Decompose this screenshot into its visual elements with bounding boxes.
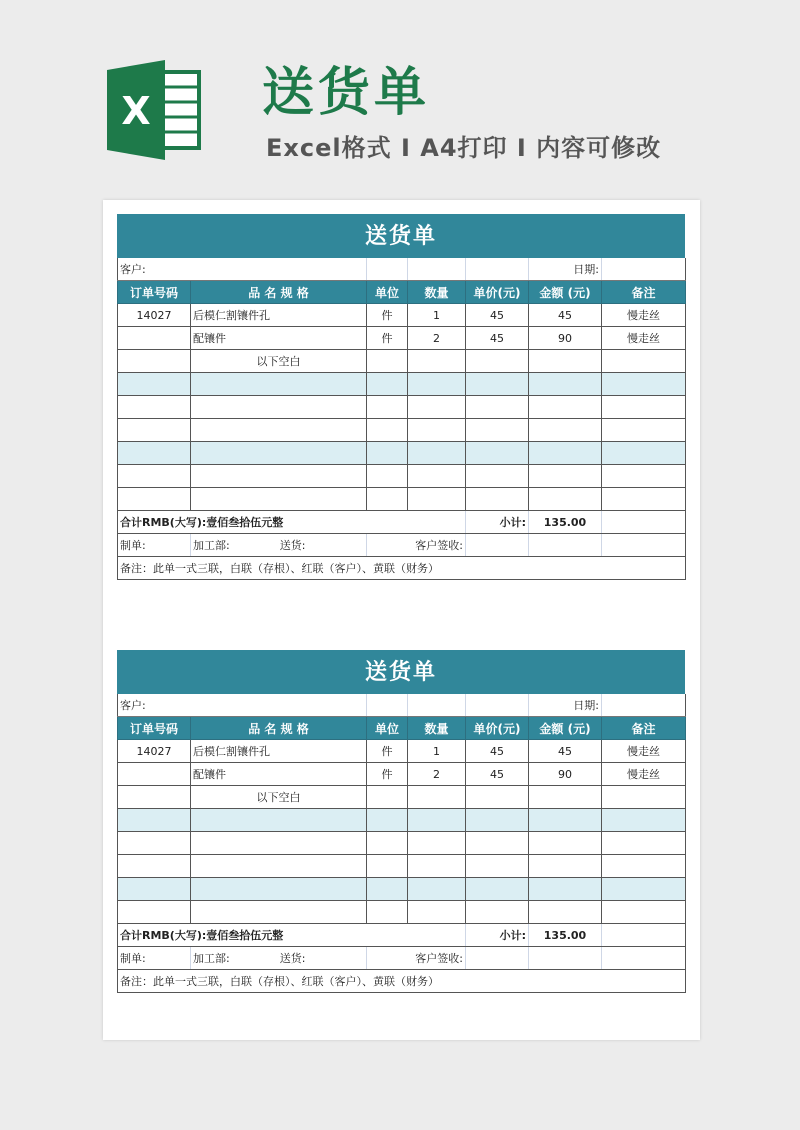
page-subtitle: Excel格式 I A4打印 I 内容可修改 (266, 134, 662, 162)
delivery-label: 送货: (279, 539, 306, 552)
column-header: 品 名 规 格 (191, 717, 367, 740)
total-amount-text: 合计RMB(大写):壹佰叁拾伍元整 (118, 924, 466, 947)
table-cell: 1 (408, 304, 466, 327)
column-header: 单位 (367, 717, 408, 740)
table-cell (529, 488, 602, 511)
table-cell: 件 (367, 304, 408, 327)
table-cell (367, 786, 408, 809)
table-cell: 慢走丝 (602, 327, 686, 350)
table-cell (408, 488, 466, 511)
column-header: 金额 (元) (529, 281, 602, 304)
table-cell: 45 (466, 304, 529, 327)
table-cell (529, 442, 602, 465)
table-cell (191, 832, 367, 855)
table-cell: 件 (367, 740, 408, 763)
table-cell (118, 488, 191, 511)
column-header: 金额 (元) (529, 717, 602, 740)
delivery-form-1 (117, 214, 685, 580)
table-cell (602, 488, 686, 511)
table-cell (118, 901, 191, 924)
subtotal-label: 小计: (466, 511, 529, 534)
table-cell (602, 832, 686, 855)
table-cell (529, 901, 602, 924)
date-label: 日期: (529, 694, 602, 717)
table-cell (191, 419, 367, 442)
table-cell (191, 488, 367, 511)
table-cell (408, 442, 466, 465)
table-cell (367, 350, 408, 373)
maker-label: 制单: (118, 534, 191, 557)
form-table (117, 694, 686, 993)
table-cell (466, 832, 529, 855)
table-row (118, 304, 686, 327)
table-header-row (118, 281, 686, 304)
table-row (118, 832, 686, 855)
table-cell (408, 855, 466, 878)
table-cell: 件 (367, 327, 408, 350)
table-cell (602, 350, 686, 373)
dept-label: 加工部: (193, 952, 230, 965)
table-cell: 45 (466, 763, 529, 786)
table-cell (602, 878, 686, 901)
table-cell (466, 488, 529, 511)
subtotal-label: 小计: (466, 924, 529, 947)
table-cell (602, 396, 686, 419)
table-cell: 1 (408, 740, 466, 763)
table-cell: 件 (367, 763, 408, 786)
excel-logo-icon (103, 60, 203, 160)
table-cell (466, 419, 529, 442)
total-amount-text: 合计RMB(大写):壹佰叁拾伍元整 (118, 511, 466, 534)
delivery-form-2 (117, 650, 685, 993)
column-header: 订单号码 (118, 281, 191, 304)
signature-row (118, 534, 686, 557)
table-cell (408, 373, 466, 396)
paper-sheet (103, 200, 700, 1040)
table-cell: 以下空白 (191, 350, 367, 373)
table-cell: 45 (529, 304, 602, 327)
column-header: 单价(元) (466, 717, 529, 740)
table-cell (118, 396, 191, 419)
table-row (118, 442, 686, 465)
table-cell (466, 901, 529, 924)
table-cell (367, 832, 408, 855)
table-cell (408, 786, 466, 809)
table-cell (529, 373, 602, 396)
table-row (118, 327, 686, 350)
total-row (118, 511, 686, 534)
date-value (602, 258, 686, 281)
table-cell (466, 855, 529, 878)
table-row (118, 809, 686, 832)
column-header: 备注 (602, 281, 686, 304)
table-cell (367, 419, 408, 442)
table-row (118, 488, 686, 511)
table-cell (118, 786, 191, 809)
table-cell (367, 396, 408, 419)
page-title: 送货单 (262, 63, 431, 123)
table-cell (529, 419, 602, 442)
note-text: 备注：此单一式三联，白联（存根）、红联（客户）、黄联（财务） (118, 970, 686, 993)
table-cell (367, 465, 408, 488)
table-row (118, 419, 686, 442)
table-cell (602, 465, 686, 488)
table-cell (118, 373, 191, 396)
column-header: 数量 (408, 281, 466, 304)
table-cell (118, 878, 191, 901)
table-cell (118, 350, 191, 373)
table-header-row (118, 717, 686, 740)
total-row (118, 924, 686, 947)
table-cell (118, 419, 191, 442)
table-cell (118, 763, 191, 786)
table-cell (529, 809, 602, 832)
table-row (118, 465, 686, 488)
table-cell (118, 442, 191, 465)
column-header: 数量 (408, 717, 466, 740)
table-cell: 45 (466, 327, 529, 350)
table-cell: 45 (529, 740, 602, 763)
column-header: 订单号码 (118, 717, 191, 740)
table-row (118, 878, 686, 901)
column-header: 单价(元) (466, 281, 529, 304)
note-row (118, 970, 686, 993)
receiver-label: 客户签收: (367, 534, 466, 557)
table-cell: 慢走丝 (602, 304, 686, 327)
table-cell (367, 855, 408, 878)
table-cell (408, 419, 466, 442)
form-banner: 送货单 (117, 650, 685, 694)
table-row (118, 396, 686, 419)
table-row (118, 373, 686, 396)
table-cell (191, 396, 367, 419)
table-cell (191, 855, 367, 878)
table-cell: 配镶件 (191, 763, 367, 786)
table-cell (408, 465, 466, 488)
table-cell (118, 465, 191, 488)
table-cell (191, 878, 367, 901)
table-cell (529, 878, 602, 901)
table-cell (408, 832, 466, 855)
note-text: 备注：此单一式三联，白联（存根）、红联（客户）、黄联（财务） (118, 557, 686, 580)
column-header: 备注 (602, 717, 686, 740)
table-cell (529, 465, 602, 488)
table-cell (466, 442, 529, 465)
table-cell (191, 442, 367, 465)
table-row (118, 763, 686, 786)
table-cell: 慢走丝 (602, 740, 686, 763)
table-cell (529, 832, 602, 855)
maker-label: 制单: (118, 947, 191, 970)
customer-row (118, 694, 686, 717)
table-cell (466, 373, 529, 396)
table-cell (602, 901, 686, 924)
table-cell (529, 786, 602, 809)
customer-label: 客户: (118, 258, 367, 281)
table-cell (408, 809, 466, 832)
form-table (117, 258, 686, 580)
table-cell (408, 878, 466, 901)
table-cell (408, 901, 466, 924)
table-cell (466, 809, 529, 832)
date-value (602, 694, 686, 717)
table-cell: 后模仁割镶件孔 (191, 740, 367, 763)
page-header (0, 0, 800, 190)
table-cell: 以下空白 (191, 786, 367, 809)
svg-text:X: X (121, 89, 151, 133)
table-cell: 45 (466, 740, 529, 763)
table-cell: 后模仁割镶件孔 (191, 304, 367, 327)
table-row (118, 901, 686, 924)
column-header: 单位 (367, 281, 408, 304)
table-cell (118, 855, 191, 878)
table-row (118, 855, 686, 878)
table-cell (191, 901, 367, 924)
table-cell (466, 878, 529, 901)
table-cell (408, 396, 466, 419)
table-cell (367, 442, 408, 465)
date-label: 日期: (529, 258, 602, 281)
table-cell (602, 419, 686, 442)
table-cell: 2 (408, 763, 466, 786)
dept-label: 加工部: (193, 539, 230, 552)
table-cell (191, 373, 367, 396)
receiver-label: 客户签收: (367, 947, 466, 970)
subtotal-value: 135.00 (529, 924, 602, 947)
table-cell (602, 809, 686, 832)
table-cell (466, 465, 529, 488)
table-cell: 慢走丝 (602, 763, 686, 786)
signature-row (118, 947, 686, 970)
table-cell (367, 878, 408, 901)
table-row (118, 350, 686, 373)
table-cell: 90 (529, 763, 602, 786)
table-cell (529, 350, 602, 373)
table-cell (408, 350, 466, 373)
column-header: 品 名 规 格 (191, 281, 367, 304)
customer-row (118, 258, 686, 281)
delivery-label: 送货: (279, 952, 306, 965)
table-cell (367, 901, 408, 924)
table-cell (191, 465, 367, 488)
table-cell (466, 396, 529, 419)
table-cell: 配镶件 (191, 327, 367, 350)
table-row (118, 786, 686, 809)
table-cell: 14027 (118, 740, 191, 763)
table-cell (367, 373, 408, 396)
table-cell: 90 (529, 327, 602, 350)
table-cell (466, 786, 529, 809)
table-cell (466, 350, 529, 373)
table-cell: 2 (408, 327, 466, 350)
customer-label: 客户: (118, 694, 367, 717)
subtotal-value: 135.00 (529, 511, 602, 534)
table-cell (367, 488, 408, 511)
table-cell (118, 832, 191, 855)
table-cell (118, 809, 191, 832)
table-cell (118, 327, 191, 350)
table-cell (602, 442, 686, 465)
form-banner: 送货单 (117, 214, 685, 258)
table-cell (529, 855, 602, 878)
table-cell: 14027 (118, 304, 191, 327)
table-row (118, 740, 686, 763)
table-cell (191, 809, 367, 832)
table-cell (602, 855, 686, 878)
table-cell (367, 809, 408, 832)
table-cell (602, 373, 686, 396)
table-cell (529, 396, 602, 419)
note-row (118, 557, 686, 580)
table-cell (602, 786, 686, 809)
